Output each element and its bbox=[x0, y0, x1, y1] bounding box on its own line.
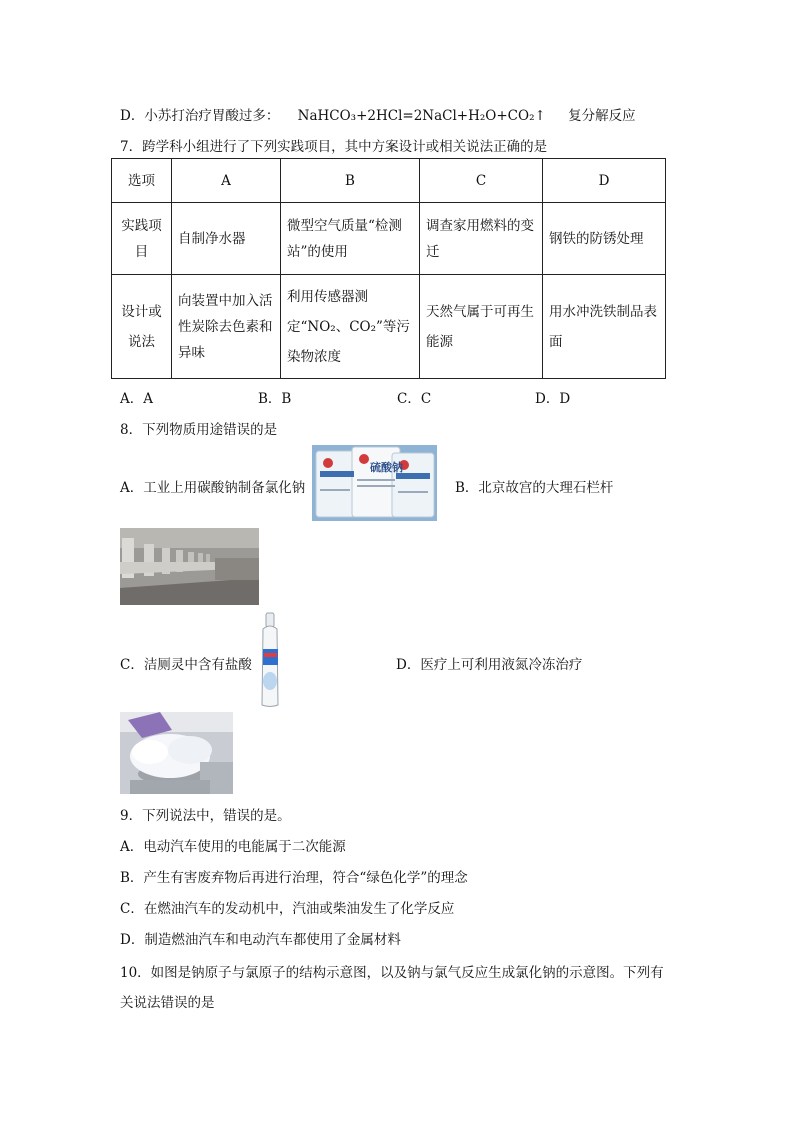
bags-illustration bbox=[312, 445, 437, 521]
q8-option-c: C．洁厕灵中含有盐酸 bbox=[120, 657, 252, 673]
q7-header-a: A bbox=[172, 159, 281, 203]
q7-option-c: C．C bbox=[397, 391, 432, 407]
q7-option-b: B．B bbox=[258, 391, 292, 407]
q9-option-d: D．制造燃油汽车和电动汽车都使用了金属材料 bbox=[120, 932, 401, 948]
liquid-nitrogen-image bbox=[120, 712, 233, 794]
q6-option-d bbox=[120, 104, 636, 124]
q7-row1-d: 钢铁的防锈处理 bbox=[543, 203, 666, 275]
q10-stem-line2: 关说法错误的是 bbox=[120, 995, 215, 1011]
q7-header-option: 选项 bbox=[112, 159, 172, 203]
q7-row1-label: 实践项目 bbox=[112, 203, 172, 275]
bag-label: 硫酸钠 bbox=[370, 461, 403, 474]
railing-illustration bbox=[120, 528, 259, 605]
sodium-sulfate-bags-image bbox=[312, 445, 437, 521]
q7-stem: 7．跨学科小组进行了下列实践项目，其中方案设计或相关说法正确的是 bbox=[120, 139, 548, 155]
q7-header-b: B bbox=[281, 159, 420, 203]
q7-row1-b: 微型空气质量“检测站”的使用 bbox=[281, 203, 420, 275]
q6-reaction-type: 复分解反应 bbox=[568, 108, 636, 124]
q7-row2-label: 设计或说法 bbox=[112, 275, 172, 379]
q7-row2-c: 天然气属于可再生能源 bbox=[420, 275, 543, 379]
q7-header-d: D bbox=[543, 159, 666, 203]
q8-stem: 8．下列物质用途错误的是 bbox=[120, 422, 278, 438]
q8-option-b: B．北京故宫的大理石栏杆 bbox=[455, 480, 614, 496]
q9-option-b: B．产生有害废弃物后再进行治理，符合“绿色化学”的理念 bbox=[120, 870, 468, 886]
q7-header-c: C bbox=[420, 159, 543, 203]
q8-option-d: D．医疗上可利用液氮冷冻治疗 bbox=[396, 657, 583, 673]
q7-row1-a: 自制净水器 bbox=[172, 203, 281, 275]
liquid-nitrogen-illustration bbox=[120, 712, 233, 794]
marble-railing-image bbox=[120, 528, 259, 605]
q6-option-d-label: D．小苏打治疗胃酸过多： bbox=[120, 108, 280, 124]
bottle-illustration bbox=[259, 611, 281, 708]
q9-option-c: C．在燃油汽车的发动机中，汽油或柴油发生了化学反应 bbox=[120, 901, 455, 917]
q7-option-d: D．D bbox=[535, 391, 571, 407]
q10-stem-line1: 10．如图是钠原子与氯原子的结构示意图，以及钠与氯气反应生成氯化钠的示意图。下列有 bbox=[120, 965, 664, 981]
q7-row2-a: 向装置中加入活性炭除去色素和异味 bbox=[172, 275, 281, 379]
q7-row2-d: 用水冲洗铁制品表面 bbox=[543, 275, 666, 379]
q9-option-a: A．电动汽车使用的电能属于二次能源 bbox=[120, 839, 346, 855]
q9-stem: 9．下列说法中，错误的是。 bbox=[120, 808, 291, 824]
toilet-cleaner-bottle-image bbox=[259, 611, 281, 708]
q8-option-a: A．工业上用碳酸钠制备氯化钠 bbox=[120, 480, 306, 496]
q7-row2-b: 利用传感器测定“NO₂、CO₂”等污染物浓度 bbox=[281, 275, 420, 379]
q7-option-a: A．A bbox=[120, 391, 153, 407]
q7-row1-c: 调查家用燃料的变迁 bbox=[420, 203, 543, 275]
q6-equation: NaHCO₃+2HCl=2NaCl+H₂O+CO₂↑ bbox=[297, 108, 546, 124]
q7-table bbox=[111, 158, 666, 379]
